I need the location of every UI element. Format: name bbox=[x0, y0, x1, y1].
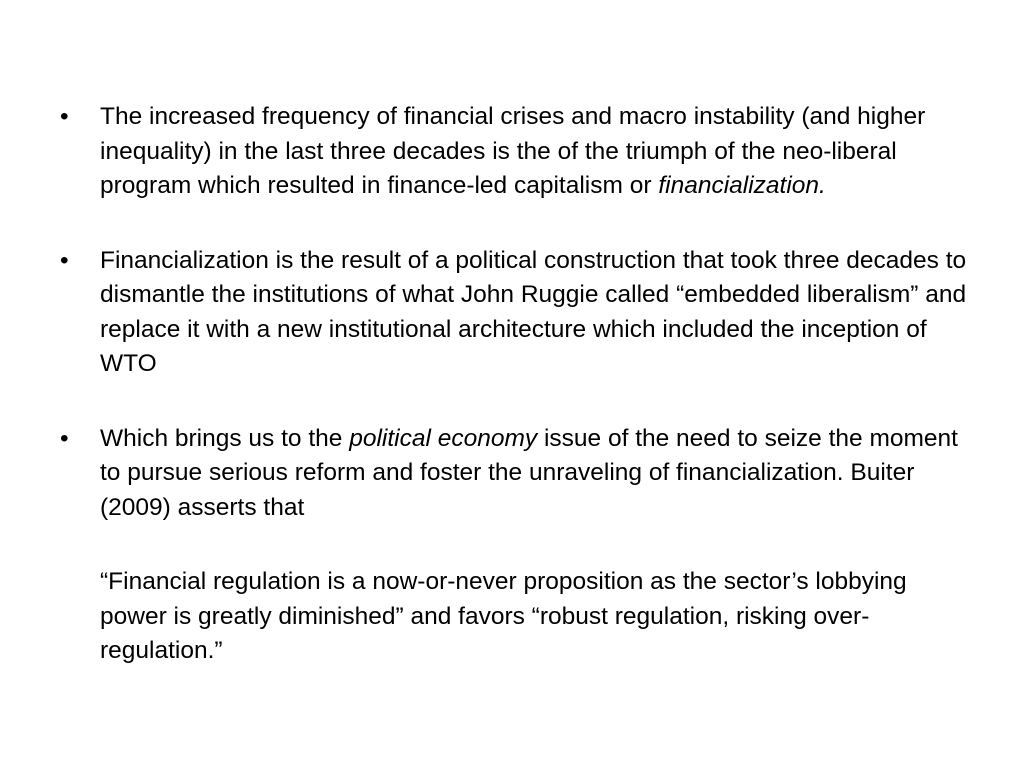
bullet-item-1 bbox=[60, 100, 970, 204]
bullet-3-text-before: Which brings us to the bbox=[100, 424, 350, 452]
bullet-marker: • bbox=[60, 103, 69, 130]
quote-paragraph: “Financial regulation is a now-or-never proposition as the sector’s lobbying power is greatly diminished” and favors “robust regulation, risking over-regulation.” bbox=[100, 568, 907, 664]
bullet-marker: • bbox=[60, 246, 69, 274]
bullet-2-text: Financialization is the result of a political construction that took three decades to dismantle the institutions of what John Ruggie called “embedded liberalism” and replace it with a new institutional architecture which included the inception of WTO bbox=[100, 246, 967, 377]
bullet-item-2 bbox=[60, 244, 970, 382]
bullet-3-italic-term: political economy bbox=[349, 424, 538, 452]
bullet-marker: • bbox=[60, 424, 69, 452]
slide-body bbox=[60, 100, 970, 669]
bullet-3-text-after: issue of the need to seize the moment to pursue serious reform and foster the unraveling of financialization. Buiter (2009) asserts that bbox=[100, 424, 958, 521]
bullet-1-text: The increased frequency of financial crises and macro instability (and higher inequality) in the last three decades is the of the triumph of the neo-liberal program which resulted in finance-led capitalism or bbox=[100, 103, 926, 199]
bullet-item-3 bbox=[60, 422, 970, 526]
bullet-1-italic-term: financialization. bbox=[658, 172, 826, 199]
